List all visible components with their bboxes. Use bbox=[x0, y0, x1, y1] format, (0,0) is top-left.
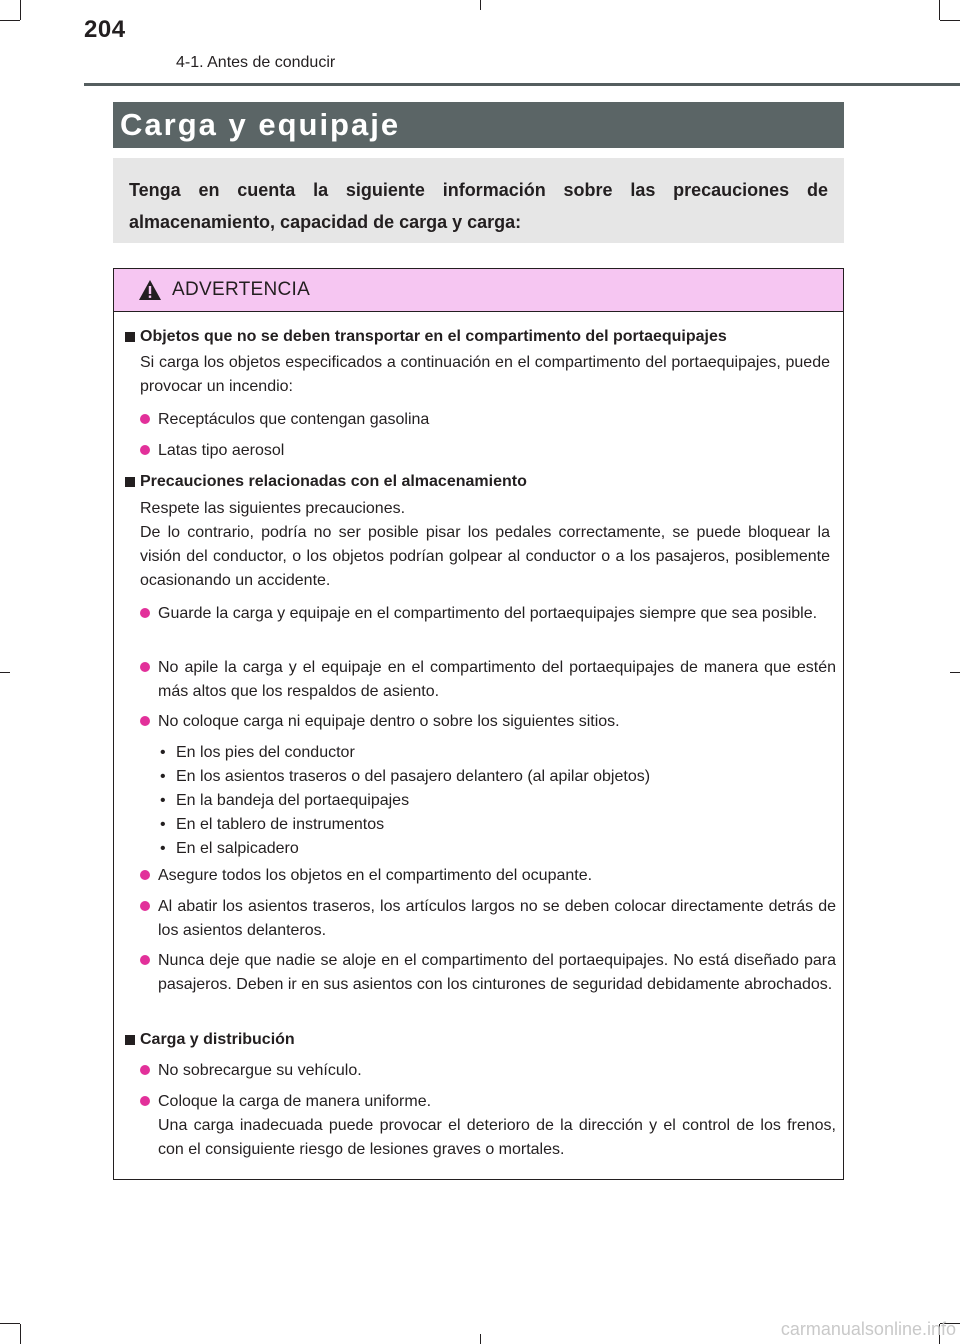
bullet-dot bbox=[140, 414, 150, 424]
square-bullet bbox=[125, 332, 135, 342]
bullet-dot bbox=[140, 445, 150, 455]
bullet-item: No sobrecargue su vehículo. bbox=[158, 1062, 362, 1079]
sub-item: En los asientos traseros o del pasajero delantero (al apilar objetos) bbox=[176, 768, 651, 785]
bullet-item: Receptáculos que contengan gasolina bbox=[158, 411, 430, 428]
section-heading: Carga y distribución bbox=[140, 1031, 295, 1048]
crop-mark bbox=[20, 1324, 21, 1344]
header-rule bbox=[84, 83, 960, 86]
bullet-dot bbox=[140, 870, 150, 880]
section-heading: Precauciones relacionadas con el almacenamiento bbox=[140, 473, 527, 490]
paragraph: Respete las siguientes precauciones. bbox=[140, 500, 406, 517]
crop-mark bbox=[939, 0, 940, 20]
warning-triangle-icon bbox=[138, 279, 162, 301]
warning-box bbox=[113, 268, 844, 1180]
paragraph: Una carga inadecuada puede provocar el deterioro de la dirección y el control de los frenos, con el consiguiente riesgo de lesiones graves o mortales. bbox=[158, 1117, 836, 1158]
sub-item: En el salpicadero bbox=[176, 840, 299, 857]
bullet-item: Latas tipo aerosol bbox=[158, 442, 285, 459]
intro-box bbox=[113, 158, 844, 243]
crop-mark bbox=[0, 1323, 20, 1324]
bullet-item: No apile la carga y el equipaje en el compartimento del portaequipajes de manera que estén más altos que los respaldos de asiento. bbox=[158, 659, 836, 700]
page-title: Carga y equipaje bbox=[113, 102, 844, 148]
crop-mark bbox=[0, 20, 20, 21]
sub-bullet-marker: • bbox=[160, 816, 166, 833]
crop-mark bbox=[0, 672, 10, 673]
bullet-dot bbox=[140, 1096, 150, 1106]
bullet-item: Nunca deje que nadie se aloje en el compartimento del portaequipajes. No está diseñado para pasajeros. Deben ir en sus asientos con los cinturones de seguridad debidamente abrochados. bbox=[158, 952, 836, 993]
sub-bullet-marker: • bbox=[160, 744, 166, 761]
sub-bullet-marker: • bbox=[160, 840, 166, 857]
paragraph: Si carga los objetos especificados a continuación en el compartimento del portaequipajes, puede provocar un incendio: bbox=[140, 354, 830, 395]
bullet-item: Asegure todos los objetos en el compartimento del ocupante. bbox=[158, 867, 593, 884]
section-heading: Objetos que no se deben transportar en el compartimento del portaequipajes bbox=[140, 328, 727, 345]
bullet-item: Guarde la carga y equipaje en el compartimento del portaequipajes siempre que sea posible. bbox=[158, 605, 818, 622]
section-label: 4-1. Antes de conducir bbox=[176, 54, 336, 71]
bullet-dot bbox=[140, 901, 150, 911]
square-bullet bbox=[125, 477, 135, 487]
watermark: carmanualsonline.info bbox=[780, 1319, 956, 1339]
crop-mark bbox=[20, 0, 21, 20]
sub-bullet-marker: • bbox=[160, 768, 166, 785]
intro-text: Tenga en cuenta la siguiente información sobre las precauciones de almacenamiento, capacidad de carga y carga: bbox=[129, 180, 828, 232]
bullet-item: Coloque la carga de manera uniforme. bbox=[158, 1093, 432, 1110]
paragraph: De lo contrario, podría no ser posible pisar los pedales correctamente, se puede bloquear la visión del conductor, o los objetos podrían golpear al conductor o a los pasajeros, posiblemente ocasionando un accidente. bbox=[140, 524, 830, 589]
bullet-dot bbox=[140, 716, 150, 726]
bullet-item: No coloque carga ni equipaje dentro o sobre los siguientes sitios. bbox=[158, 713, 620, 730]
crop-mark bbox=[950, 672, 960, 673]
bullet-dot bbox=[140, 662, 150, 672]
warning-header bbox=[114, 269, 843, 312]
bullet-dot bbox=[140, 955, 150, 965]
sub-bullet-marker: • bbox=[160, 792, 166, 809]
square-bullet bbox=[125, 1035, 135, 1045]
sub-item: En la bandeja del portaequipajes bbox=[176, 792, 410, 809]
bullet-dot bbox=[140, 1065, 150, 1075]
crop-mark bbox=[480, 0, 481, 10]
sub-item: En los pies del conductor bbox=[176, 744, 355, 761]
warning-title: ADVERTENCIA bbox=[172, 279, 311, 300]
bullet-item: Al abatir los asientos traseros, los artículos largos no se deben colocar directamente detrás de los asientos delanteros. bbox=[158, 898, 836, 939]
bullet-dot bbox=[140, 608, 150, 618]
sub-item: En el tablero de instrumentos bbox=[176, 816, 385, 833]
crop-mark bbox=[480, 1334, 481, 1344]
page-number: 204 bbox=[84, 16, 126, 43]
crop-mark bbox=[940, 20, 960, 21]
